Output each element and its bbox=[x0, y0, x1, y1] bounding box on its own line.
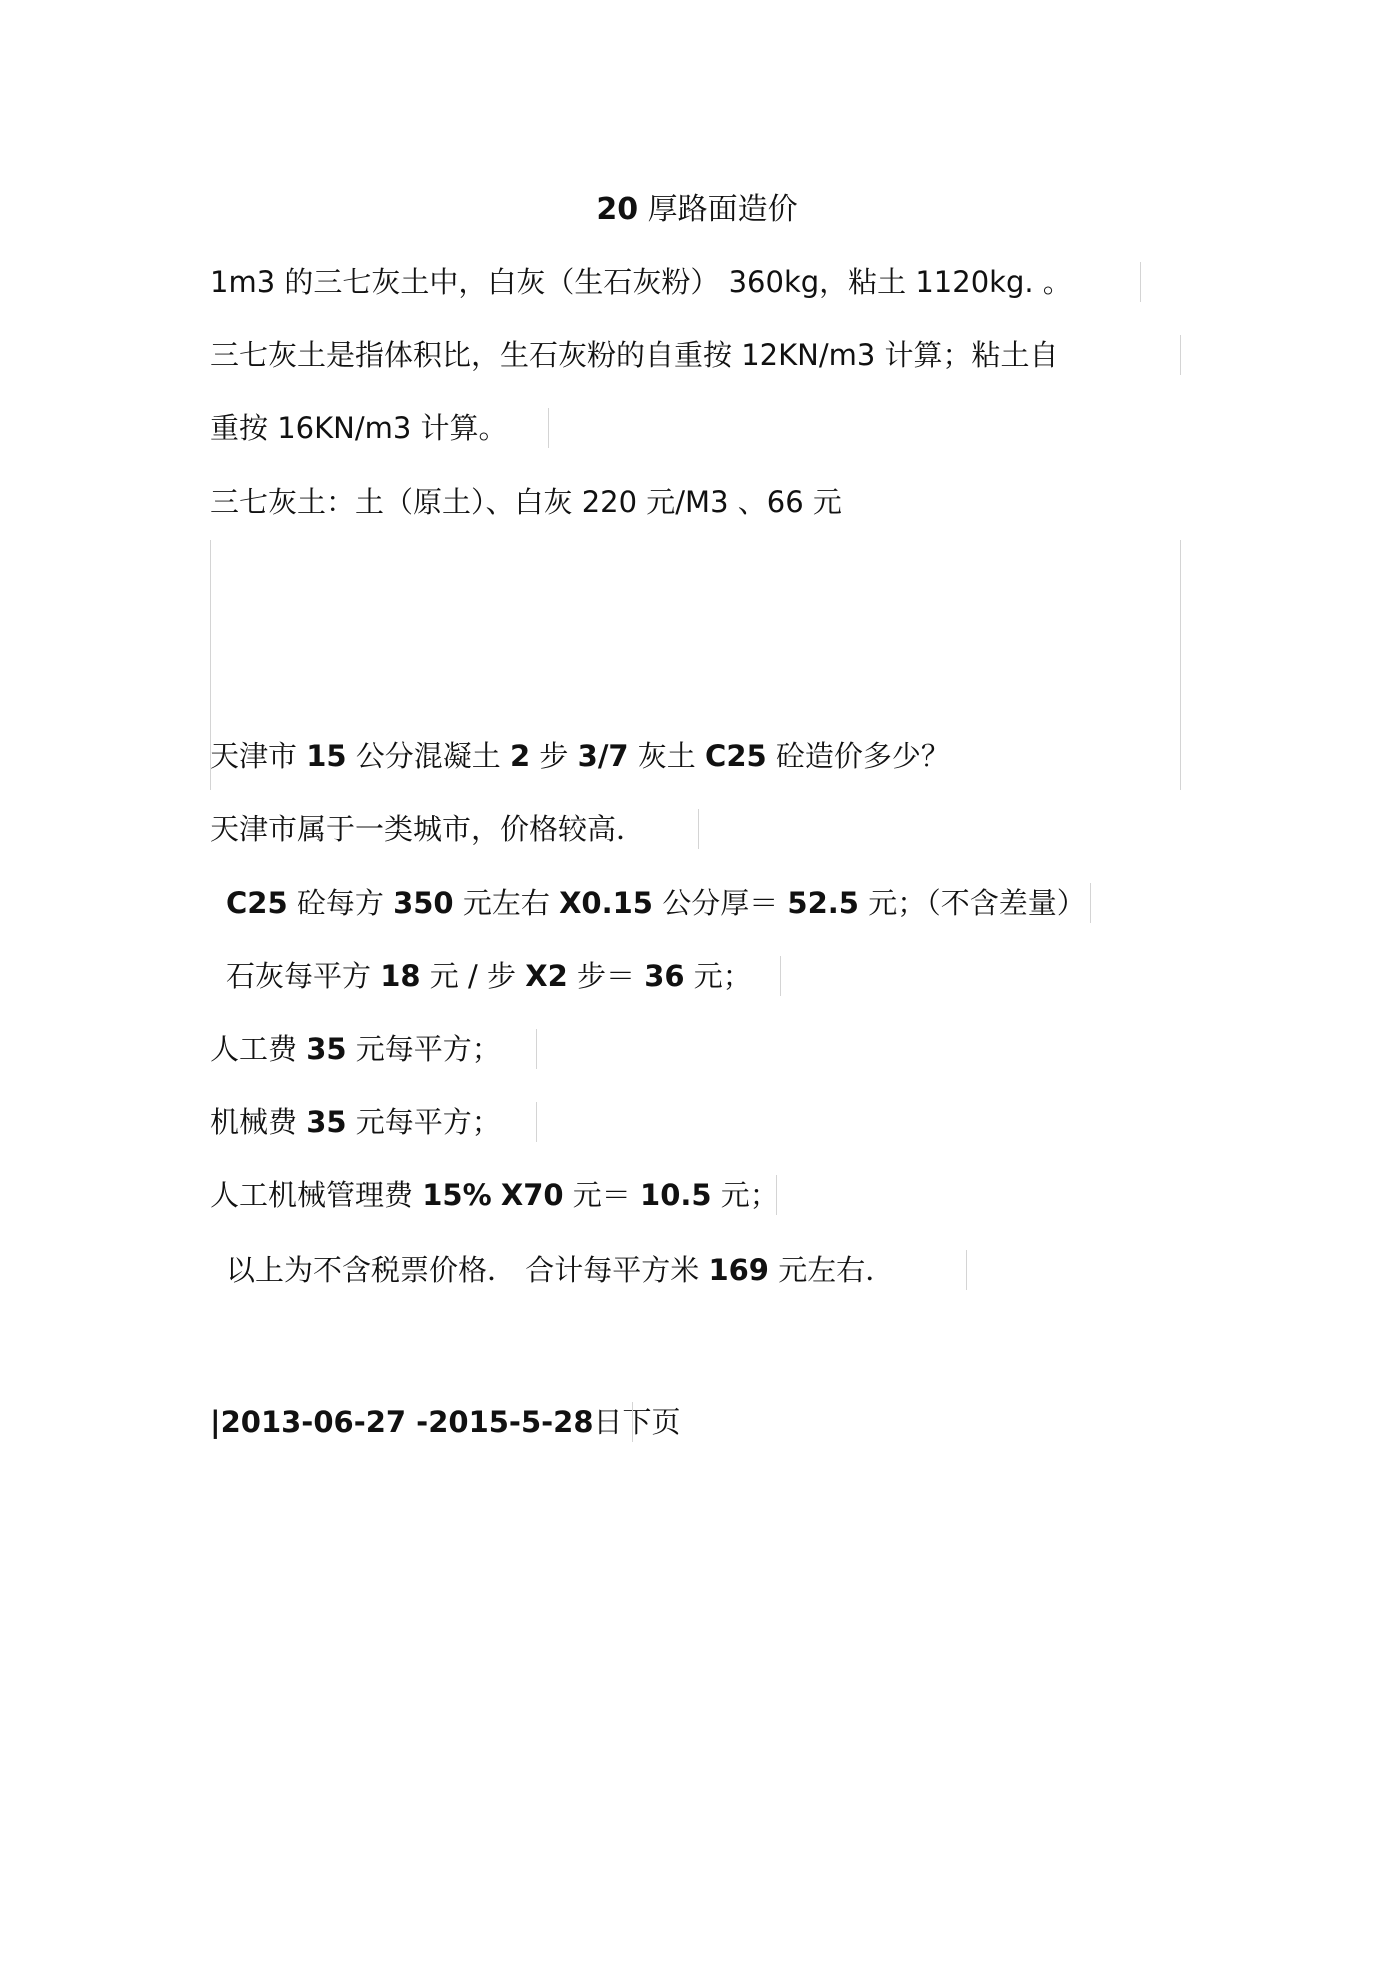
density-line-2: 重按 16KN/m3 计算。 bbox=[210, 411, 508, 445]
lime-value: 36 bbox=[644, 959, 685, 993]
labor-text: 元每平方； bbox=[346, 1032, 501, 1066]
total-value: 169 bbox=[708, 1253, 769, 1287]
lime-value: 18 bbox=[380, 959, 421, 993]
question-text: 灰土 bbox=[628, 739, 706, 773]
line-divider bbox=[536, 1102, 537, 1142]
question-line bbox=[210, 736, 950, 776]
machine-value: 35 bbox=[306, 1105, 347, 1139]
management-value: X70 bbox=[500, 1178, 564, 1212]
concrete-text: 砼每方 bbox=[287, 886, 394, 920]
question-value: 2 bbox=[510, 739, 531, 773]
blank-block-right-border bbox=[1180, 540, 1181, 790]
concrete-value: 52.5 bbox=[787, 886, 859, 920]
concrete-text: 元左右 bbox=[453, 886, 560, 920]
lime-text: 石灰每平方 bbox=[226, 959, 381, 993]
lime-cost-line bbox=[226, 956, 752, 996]
answer-intro-line: 天津市属于一类城市，价格较高． bbox=[210, 812, 646, 846]
question-value: 3/7 bbox=[577, 739, 629, 773]
density-line-1: 三七灰土是指体积比，生石灰粉的自重按 12KN/m3 计算；粘土自 bbox=[210, 338, 1059, 372]
price-line: 三七灰土：土（原土）、白灰 220 元/M3 、66 元 bbox=[210, 485, 842, 519]
line-divider bbox=[966, 1250, 967, 1290]
lime-text: 元； bbox=[684, 959, 752, 993]
line-divider bbox=[1140, 262, 1141, 302]
question-text: 砼造价多少？ bbox=[766, 739, 950, 773]
management-text: 元＝ bbox=[563, 1178, 641, 1212]
question-text: 步 bbox=[530, 739, 578, 773]
lime-text: 步＝ bbox=[567, 959, 645, 993]
footer-text: 日下页 bbox=[593, 1405, 681, 1439]
management-value: 15% bbox=[422, 1178, 492, 1212]
machine-text: 机械费 bbox=[210, 1105, 307, 1139]
line-divider bbox=[698, 809, 699, 849]
line-divider bbox=[776, 1175, 777, 1215]
line-divider bbox=[632, 1402, 633, 1442]
line-divider bbox=[1090, 883, 1091, 923]
total-text: 以上为不含税票价格． 合计每平方米 bbox=[226, 1253, 709, 1287]
question-text: 公分混凝土 bbox=[346, 739, 511, 773]
machine-text: 元每平方； bbox=[346, 1105, 501, 1139]
line-divider bbox=[780, 956, 781, 996]
lime-text: 元 / 步 bbox=[420, 959, 526, 993]
document-title bbox=[0, 190, 1394, 230]
management-fee-line bbox=[210, 1175, 779, 1215]
footer-date: |2013-06-27 -2015-5-28 bbox=[210, 1405, 594, 1439]
line-divider bbox=[536, 1029, 537, 1069]
labor-cost-line bbox=[210, 1029, 501, 1069]
lime-soil-ratio-line: 1m3 的三七灰土中，白灰（生石灰粉） 360kg，粘土 1120kg. 。 bbox=[210, 265, 1072, 299]
labor-value: 35 bbox=[306, 1032, 347, 1066]
question-text: 天津市 bbox=[210, 739, 307, 773]
line-divider bbox=[548, 408, 549, 448]
total-price-line bbox=[226, 1250, 894, 1290]
labor-text: 人工费 bbox=[210, 1032, 307, 1066]
line-divider bbox=[1180, 335, 1181, 375]
management-value: 10.5 bbox=[640, 1178, 712, 1212]
management-text: 元； bbox=[711, 1178, 779, 1212]
title-text: 厚路面造价 bbox=[647, 192, 798, 227]
question-value: C25 bbox=[705, 739, 767, 773]
machine-cost-line bbox=[210, 1102, 501, 1142]
concrete-value: 350 bbox=[393, 886, 454, 920]
lime-value: X2 bbox=[525, 959, 568, 993]
concrete-value: C25 bbox=[226, 886, 288, 920]
footer-date-line bbox=[210, 1402, 681, 1442]
title-number: 20 bbox=[596, 192, 639, 227]
concrete-text: 元；（不含差量） bbox=[858, 886, 1086, 920]
concrete-cost-line bbox=[226, 883, 1086, 923]
concrete-text: 公分厚＝ bbox=[652, 886, 788, 920]
question-value: 15 bbox=[306, 739, 347, 773]
management-text bbox=[492, 1178, 501, 1212]
management-text: 人工机械管理费 bbox=[210, 1178, 423, 1212]
concrete-value: X0.15 bbox=[559, 886, 653, 920]
total-text: 元左右． bbox=[768, 1253, 895, 1287]
